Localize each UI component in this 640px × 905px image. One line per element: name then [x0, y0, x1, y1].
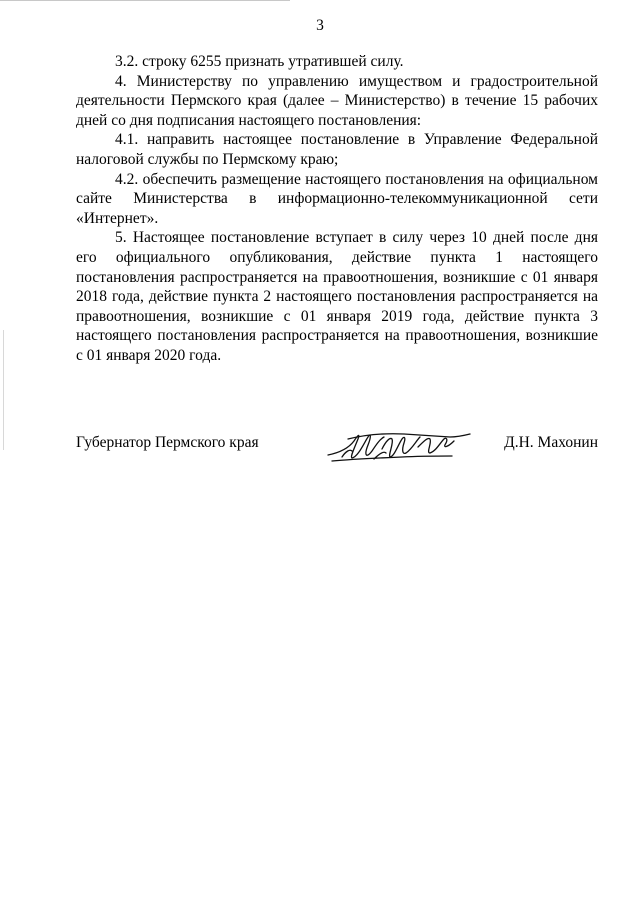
paragraph-4-1: 4.1. направить настоящее постановление в Управление Федеральной налоговой службы по Пермскому краю;	[76, 131, 598, 168]
document-body	[76, 52, 598, 366]
signature-block	[76, 427, 598, 467]
paragraph-5: 5. Настоящее постановление вступает в силу через 10 дней после дня его официального опубликования, действие пункта 1 настоящего постановления распространяется на правоотношения, возникшие с 01 января 2018 года, действие пункта 2 настоящего постановления распространяется на правоотношения, возникшие с 01 января 2019 года, действие пункта 3 настоящего постановления распространяется на правоотношения, возникшие с 01 января 2020 года.	[76, 229, 598, 364]
paragraph-3-2: 3.2. строку 6255 признать утратившей силу.	[115, 53, 404, 70]
paragraph-4: 4. Министерству по управлению имуществом и градостроительной деятельности Пермского края (далее – Министерство) в течение 15 рабочих дней со дня подписания настоящего постановления:	[76, 72, 598, 129]
signatory-name: Д.Н. Махонин	[504, 434, 598, 451]
paragraph-4-2: 4.2. обеспечить размещение настоящего постановления на официальном сайте Министерства в информационно-телекоммуникационной сети «Интернет».	[76, 170, 598, 227]
top-scan-rule	[0, 0, 290, 1]
handwritten-signature	[324, 427, 474, 467]
page-number: 3	[316, 17, 324, 34]
signatory-position: Губернатор Пермского края	[76, 434, 259, 451]
left-scan-edge	[3, 330, 4, 450]
